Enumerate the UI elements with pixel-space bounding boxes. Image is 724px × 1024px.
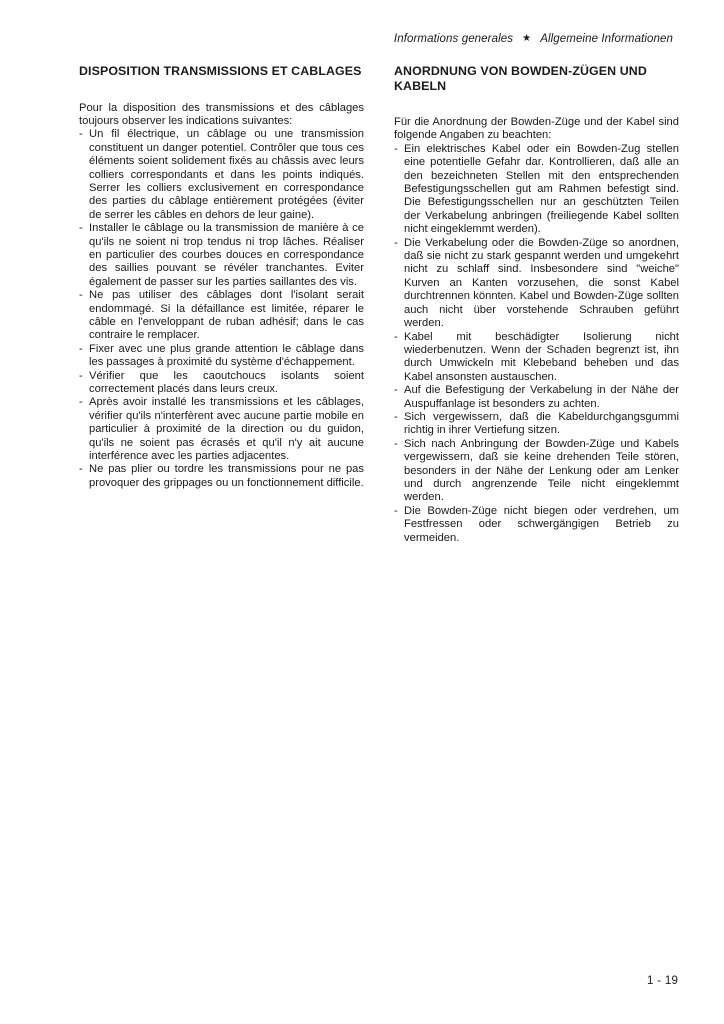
french-list-item: - Installer le câblage ou la transmission de manière à ce qu'ils ne soient ni trop tendus ni trop lâches. Réaliser en particulier des courbes douces en correspondance des saillies pouvant se révéler tranchantes. Eviter également de passer sur les parties saillantes des vis. [79,222,364,289]
french-list-item: - Ne pas plier ou tordre les transmissions pour ne pas provoquer des grippages ou un fonctionnement difficile. [79,463,364,490]
german-list [394,143,679,545]
french-list-item: - Fixer avec une plus grande attention le câblage dans les passages à proximité du système d'échappement. [79,343,364,370]
german-column [394,64,679,545]
french-column [79,64,364,490]
german-list-item: - Auf die Befestigung der Verkabelung in der Nähe der Auspuffanlage ist besonders zu achten. [394,384,679,411]
header-german: Allgemeine Informationen [540,33,673,45]
german-intro: Für die Anordnung der Bowden-Züge und der Kabel sind folgende Angaben zu beachten: [394,116,679,142]
french-section-title: DISPOSITION TRANSMISSIONS ET CABLAGES [79,64,362,78]
french-list [79,128,364,490]
header-french: Informations generales [393,33,514,45]
french-list-item: - Un fil électrique, un câblage ou une transmission constituent un danger potentiel. Contrôler que tous ces éléments soient solidement fixés au châssis avec leurs colliers correspondants et dans les points indiqués. Serrer les colliers exclusivement en correspondance des parties du câblage entièrement protégées (éviter de serrer les câbles en dehors de leur gaine). [79,128,364,222]
german-list-item: - Sich vergewissern, daß die Kabeldurchgangsgummi richtig in ihrer Vertiefung sitzen. [394,411,679,438]
german-list-item: - Ein elektrisches Kabel oder ein Bowden-Zug stellen eine potentielle Gefahr dar. Kontrollieren, daß alle an den bezeichneten Stellen mit den entsprechenden Befestigungsschellen gut am Rahmen befestigt sind. Die Befestigungsschellen nur an geschützten Teilen der Verkabelung anbringen (freiliegende Kabel sollten nicht eingeklemmt werden). [394,143,679,237]
german-section-title: ANORDNUNG VON BOWDEN-ZÜGEN UND KABELN [394,64,647,93]
french-list-item: - Ne pas utiliser des câblages dont l'isolant serait endommagé. Si la défaillance est limitée, réparer le câble en l'enveloppant de ruban adhésif; dans le cas contraire le remplacer. [79,289,364,343]
page-number: 1 - 19 [647,975,679,987]
french-intro: Pour la disposition des transmissions et des câblages toujours observer les indications suivantes: [79,101,364,127]
german-list-item: - Die Verkabelung oder die Bowden-Züge so anordnen, daß sie nicht zu stark gespannt werden und umgekehrt nicht zu schlaff sind. Insbesondere sind "weiche" Kurven an Kanten vorzusehen, die sonst Kabel durchtrennen könnten. Kabel und Bowden-Züge sollten auch nicht über vorstehende Schrauben geführt werden. [394,237,679,331]
running-header [394,33,673,45]
german-list-item: - Kabel mit beschädigter Isolierung nicht wiederbenutzen. Wenn der Schaden begrenzt ist, ihn durch Umwickeln mit Klebeband beheben und das Kabel ansonsten austauschen. [394,331,679,385]
german-list-item: - Sich nach Anbringung der Bowden-Züge und Kabels vergewissern, daß sie keine drehenden Teile stören, besonders in der Nähe der Lenkung oder am Lenker und durch angrenzende Teile nicht eingeklemmt werden. [394,438,679,505]
star-icon: ★ [522,33,532,44]
german-list-item: - Die Bowden-Züge nicht biegen oder verdrehen, um Festfressen oder schwergängigen Betrieb zu vermeiden. [394,505,679,545]
french-list-item: - Après avoir installé les transmissions et les câblages, vérifier qu'ils n'interfèrent avec aucune partie mobile en particulier à proximité de la direction ou du guidon, qu'ils ne soient pas écrasés et qu'il n'y ait aucune interférence avec les parties adjacentes. [79,396,364,463]
french-list-item: - Vérifier que les caoutchoucs isolants soient correctement placés dans leurs creux. [79,370,364,397]
